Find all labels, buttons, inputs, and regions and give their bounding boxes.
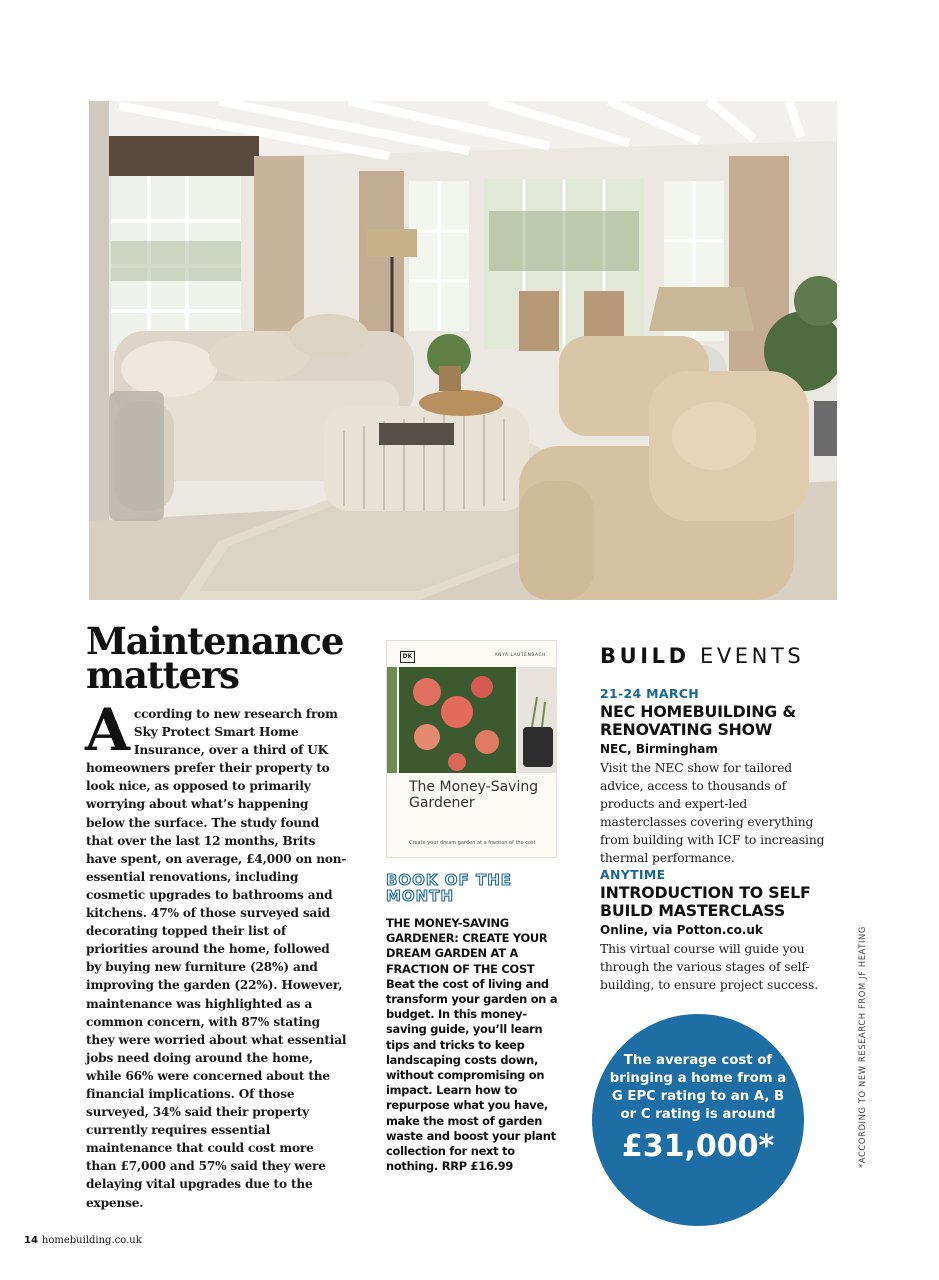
article-body-text: ccording to new research from Sky Protect Smart Home Insurance, over a third of UK homeowners prefer their property to look nice, as opposed to primarily worrying about what’s happening below the surface. The study found that over the last 12 months, Brits have spent, on average, £4,000 on non-essential renovations, including cosmetic upgrades to bathrooms and kitchens. 47% of those surveyed said decorating topped their list of priorities around the home, followed by buying new furniture (28%) and improving the garden (22%). However, maintenance was highlighted as a common concern, with 87% stating they were worried about what essential jobs need doing around the home, while 66% were concerned about the financial implications. Of those surveyed, 34% said their property currently requires essential maintenance that could cost more than £7,000 and 57% said they were delaying vital upgrades due to the expense.	[86, 707, 347, 1210]
event-name: NEC HOMEBUILDING & RENOVATING SHOW	[600, 702, 796, 739]
publisher-logo: DK	[400, 651, 415, 663]
book-cover-title: The Money-Saving Gardener	[409, 779, 539, 811]
drop-cap: A	[85, 696, 130, 764]
page-footer	[24, 1235, 142, 1246]
event-description: This virtual course will guide you through the various stages of self-building, to ensure project success.	[600, 942, 819, 993]
book-blurb: Beat the cost of living and transform your garden on a budget. In this money-saving guide, you’ll learn tips and tricks to keep landscaping costs down, without compromising on impact. Learn how to repurpose what you have, make the most of garden waste and boost your plant collection for next to nothing. RRP £16.99	[386, 976, 558, 1174]
book-author: ANYA LAUTENBACH	[494, 653, 546, 658]
event-location: NEC, Birmingham	[600, 742, 718, 756]
page-number: 14	[24, 1235, 38, 1246]
events-title-light: EVENTS	[699, 644, 805, 668]
events-title	[600, 644, 804, 668]
book-headline: THE MONEY-SAVING GARDENER: CREATE YOUR DREAM GARDEN AT A FRACTION OF THE COST	[386, 916, 548, 976]
book-cover-subtitle: Create your dream garden at a fraction of the cost	[409, 840, 536, 846]
stat-text: The average cost of bringing a home from a G EPC rating to an A, B or C rating is around	[609, 1053, 787, 1122]
book-cover-photo	[387, 667, 557, 773]
event-name: INTRODUCTION TO SELF BUILD MASTERCLASS	[600, 883, 811, 920]
stat-callout	[592, 1014, 804, 1226]
stat-value: £31,000*	[621, 1129, 775, 1164]
article-heading: Maintenance matters	[86, 619, 344, 697]
hero-photo	[89, 101, 837, 600]
event-description: Visit the NEC show for tailored advice, access to thousands of products and expert-led masterclasses covering everything from building with ICF to increasing thermal performance.	[600, 761, 825, 866]
book-cover	[386, 640, 557, 858]
event-location: Online, via Potton.co.uk	[600, 923, 763, 937]
event-date: 21-24 MARCH	[600, 686, 700, 701]
book-description	[386, 916, 558, 1174]
side-footnote: *ACCORDING TO NEW RESEARCH FROM JF HEATING	[857, 925, 867, 1168]
footer-site: homebuilding.co.uk	[41, 1235, 142, 1246]
book-of-the-month-label: BOOK OF THE MONTH	[386, 871, 513, 905]
article-body	[85, 696, 348, 1212]
events-title-bold: BUILD	[600, 644, 690, 668]
event-date: ANYTIME	[600, 867, 666, 882]
